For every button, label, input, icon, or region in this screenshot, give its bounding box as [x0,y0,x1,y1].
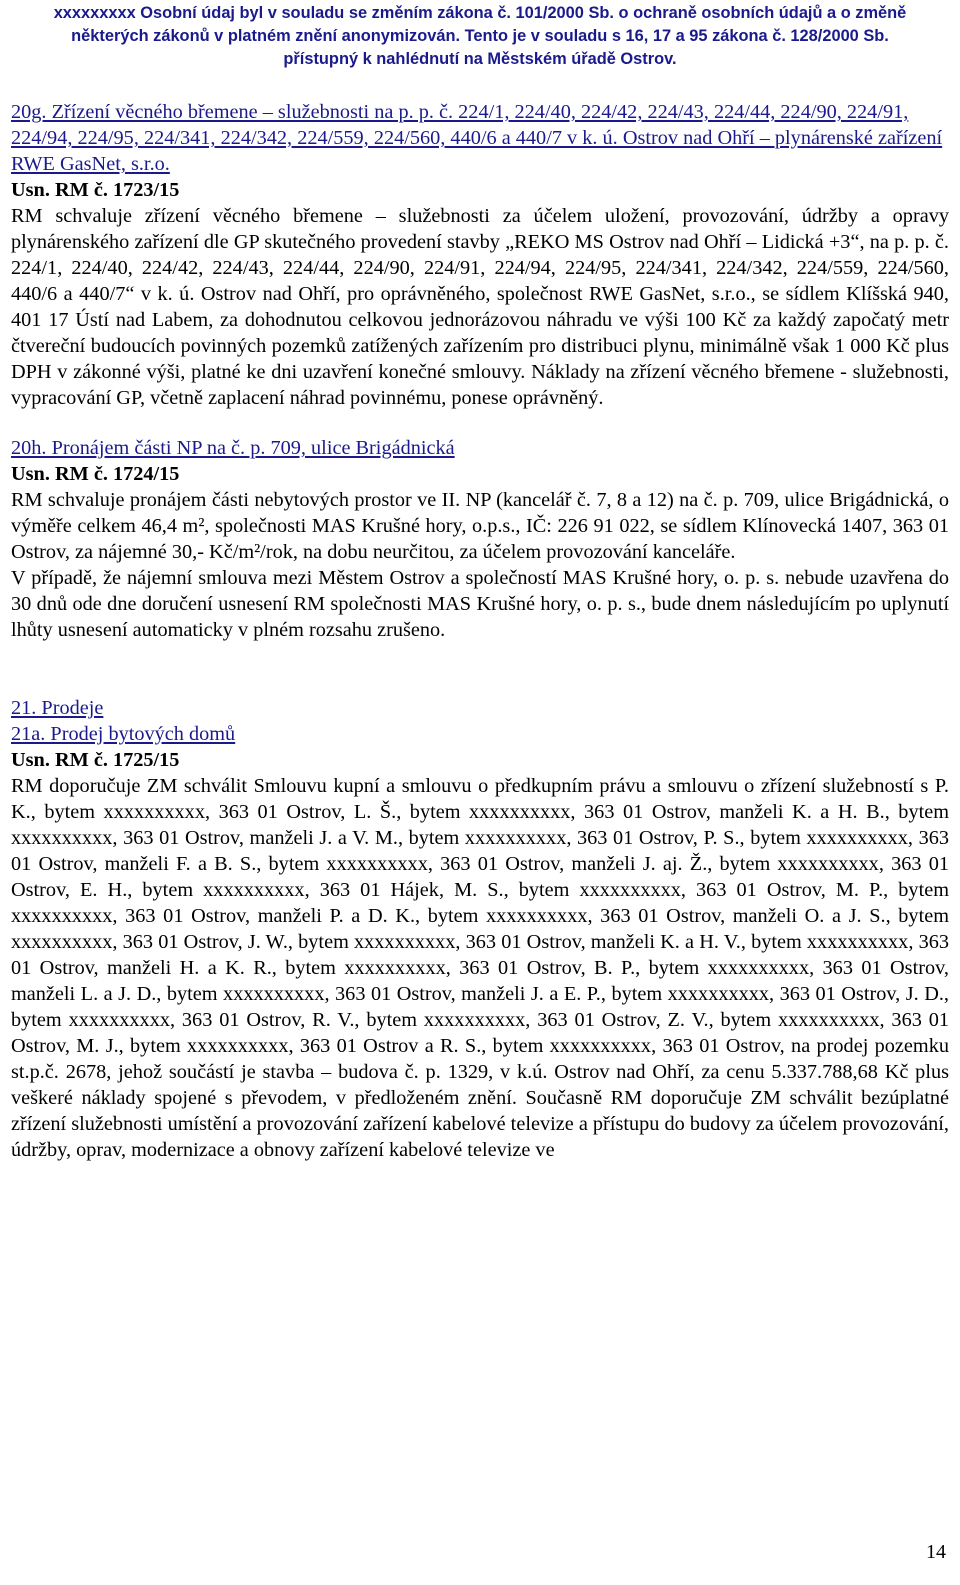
resolution-number: Usn. RM č. 1723/15 [11,179,180,201]
page-number: 14 [926,1541,946,1563]
document-body [11,99,949,1163]
resolution-text: RM schvaluje pronájem části nebytových prostor ve II. NP (kancelář č. 7, 8 a 12) na č. p. 709, ulice Brigádnická, o výměře celkem 46,4 m², společnosti MAS Krušné hory, o.p.s., IČ: 226 91 022, se sídlem Klínovecká 1407, 363 01 Ostrov, za nájemné 30,- Kč/m²/rok, na dobu neurčitou, za účelem provozování kanceláře. [11,489,949,563]
section-21a-title: 21a. Prodej bytových domů [11,723,236,745]
section-20h-title: 20h. Pronájem části NP na č. p. 709, ulice Brigádnická [11,437,455,459]
resolution-text: RM schvaluje zřízení věcného břemene – služebnosti za účelem uložení, provozování, údržby a opravy plynárenského zařízení dle GP skutečného provedení stavby „REKO MS Ostrov nad Ohří – Lidická +3“, na p. p. č. 224/1, 224/40, 224/42, 224/43, 224/44, 224/90, 224/91, 224/94, 224/95, 224/341, 224/342, 224/559, 224/560, 440/6 a 440/7“ v k. ú. Ostrov nad Ohří, pro oprávněného, společnost RWE GasNet, s.r.o., se sídlem Klíšská 940, 401 17 Ústí nad Labem, za dohodnutou celkovou jednorázovou náhradu ve výši 100 Kč za každý započatý metr čtvereční budoucích povinných pozemků zatížených zařízením pro distribuci plynu, minimálně však 1 000 Kč plus DPH v zákonné výši, platné ke dni uzavření konečné smlouvy. Náklady na zřízení věcného břemene - služebnosti, vypracování GP, včetně zaplacení náhrad povinnému, ponese oprávněný. [11,205,949,409]
section-20g-title: 20g. Zřízení věcného břemene – služebnosti na p. p. č. 224/1, 224/40, 224/42, 224/43, 224/44, 224/90, 224/91, 224/94, 224/95, 224/341, 224/342, 224/559, 224/560, 440/6 a 440/7 v k. ú. Ostrov nad Ohří – plynárenské zařízení RWE GasNet, s.r.o. [11,101,943,175]
resolution-text: V případě, že nájemní smlouva mezi Městem Ostrov a společností MAS Krušné hory, o. p. s. nebude uzavřena do 30 dnů ode dne doručení usnesení RM společnosti MAS Krušné hory, o. p. s., bude dnem následujícím po uplynutí lhůty usnesení automaticky v plném rozsahu zrušeno. [11,567,949,641]
notice-line: některých zákonů v platném znění anonymizován. Tento je v souladu s 16, 17 a 95 zákona č. 128/2000 Sb. [71,27,889,45]
resolution-text: RM doporučuje ZM schválit Smlouvu kupní a smlouvu o předkupním právu a smlouvu o zřízení služebností s P. K., bytem xxxxxxxxxx, 363 01 Ostrov, L. Š., bytem xxxxxxxxxx, 363 01 Ostrov, manželi K. a H. B., bytem xxxxxxxxxx, 363 01 Ostrov, manželi J. a V. M., bytem xxxxxxxxxx, 363 01 Ostrov, P. S., bytem xxxxxxxxxx, 363 01 Ostrov, manželi F. a B. S., bytem xxxxxxxxxx, 363 01 Ostrov, manželi J. aj. Ž., bytem xxxxxxxxxx, 363 01 Ostrov, E. H., bytem xxxxxxxxxx, 363 01 Hájek, M. S., bytem xxxxxxxxxx, 363 01 Ostrov, M. P., bytem xxxxxxxxxx, 363 01 Ostrov, manželi P. a D. K., bytem xxxxxxxxxx, 363 01 Ostrov, manželi O. a J. S., bytem xxxxxxxxxx, 363 01 Ostrov, J. W., bytem xxxxxxxxxx, 363 01 Ostrov, manželi K. a H. V., bytem xxxxxxxxxx, 363 01 Ostrov, manželi H. a K. R., bytem xxxxxxxxxx, 363 01 Ostrov, B. P., bytem xxxxxxxxxx, 363 01 Ostrov, manželi L. a J. D., bytem xxxxxxxxxx, 363 01 Ostrov, manželi J. a E. P., bytem xxxxxxxxxx, 363 01 Ostrov, J. D., bytem xxxxxxxxxx, 363 01 Ostrov, R. V., bytem xxxxxxxxxx, 363 01 Ostrov, Z. V., bytem xxxxxxxxxx, 363 01 Ostrov, M. J., bytem xxxxxxxxxx, 363 01 Ostrov a R. S., bytem xxxxxxxxxx, 363 01 Ostrov, na prodej pozemku st.p.č. 2678, jehož součástí je stavba – budova č. p. 1329, v k.ú. Ostrov nad Ohří, za cenu 5.337.788,68 Kč plus veškeré náklady spojené s převodem, v předloženém znění. Současně RM doporučuje ZM schválit bezúplatné zřízení služebnosti umístění a provozování zařízení kabelové televize a přístupu do budovy za účelem provozování, údržby, oprav, modernizace a obnovy zařízení kabelové televize ve [11,775,949,1161]
anonymization-notice [0,2,960,71]
notice-line: přístupný k nahlédnutí na Městském úřadě Ostrov. [283,50,677,68]
notice-line: xxxxxxxxx Osobní údaj byl v souladu se změním zákona č. 101/2000 Sb. o ochraně osobních údajů a o změně [53,4,907,22]
resolution-number: Usn. RM č. 1725/15 [11,749,180,771]
resolution-number: Usn. RM č. 1724/15 [11,463,180,485]
section-21-title: 21. Prodeje [11,697,104,719]
